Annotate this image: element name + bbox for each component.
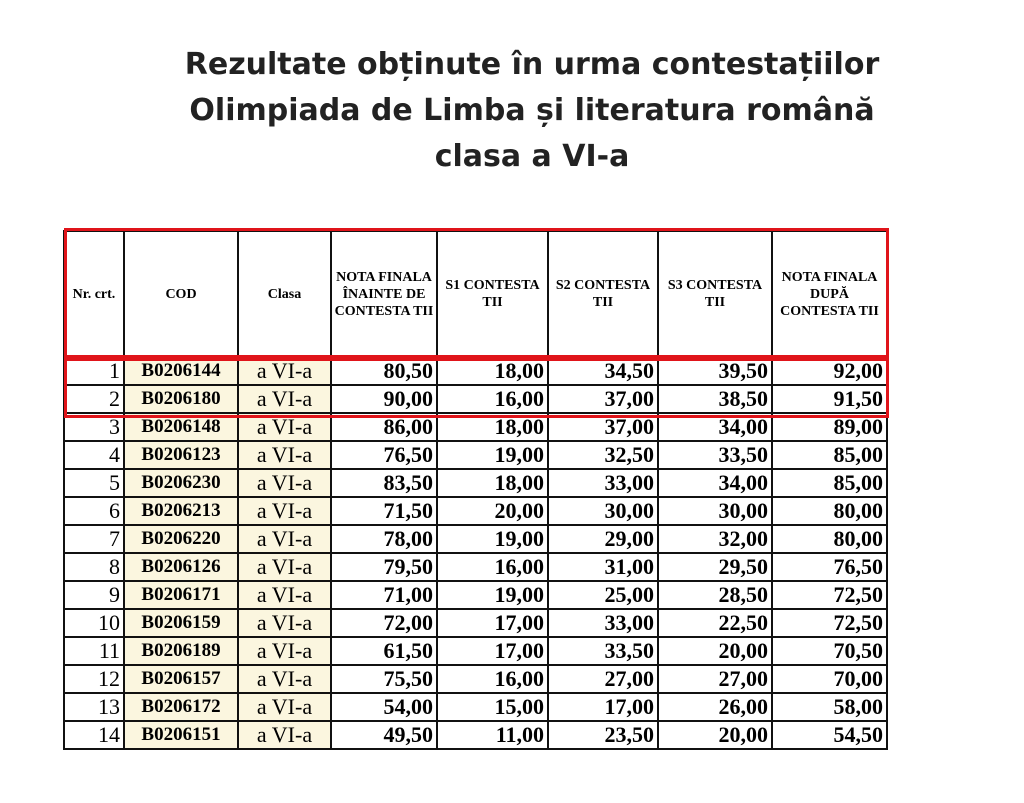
cell-s3: 34,00 (658, 413, 772, 441)
table-header-row (64, 231, 887, 357)
table-row (64, 665, 887, 693)
cell-cod: B0206189 (124, 637, 238, 665)
cell-nr: 2 (64, 385, 124, 413)
cell-nr: 8 (64, 553, 124, 581)
cell-s2: 17,00 (548, 693, 658, 721)
cell-nota-initiala: 76,50 (331, 441, 437, 469)
cell-clasa: a VI-a (238, 357, 331, 385)
table-row (64, 441, 887, 469)
cell-s3: 30,00 (658, 497, 772, 525)
document-title (0, 42, 1024, 180)
cell-clasa: a VI-a (238, 385, 331, 413)
cell-cod: B0206123 (124, 441, 238, 469)
table-row (64, 693, 887, 721)
cell-nota-initiala: 90,00 (331, 385, 437, 413)
cell-nota-initiala: 71,00 (331, 581, 437, 609)
cell-nr: 7 (64, 525, 124, 553)
cell-nr: 4 (64, 441, 124, 469)
table-body (64, 357, 887, 749)
cell-s3: 28,50 (658, 581, 772, 609)
cell-s1: 18,00 (437, 357, 548, 385)
cell-s3: 39,50 (658, 357, 772, 385)
cell-s3: 32,00 (658, 525, 772, 553)
title-line-2: Olimpiada de Limba și literatura română (189, 93, 875, 128)
cell-clasa: a VI-a (238, 525, 331, 553)
cell-clasa: a VI-a (238, 665, 331, 693)
cell-nr: 10 (64, 609, 124, 637)
cell-cod: B0206148 (124, 413, 238, 441)
cell-nota-initiala: 72,00 (331, 609, 437, 637)
cell-s1: 19,00 (437, 581, 548, 609)
cell-s2: 34,50 (548, 357, 658, 385)
cell-s2: 27,00 (548, 665, 658, 693)
cell-nota-finala: 70,00 (772, 665, 887, 693)
cell-s1: 20,00 (437, 497, 548, 525)
cell-clasa: a VI-a (238, 721, 331, 749)
cell-s1: 18,00 (437, 469, 548, 497)
cell-cod: B0206157 (124, 665, 238, 693)
cell-clasa: a VI-a (238, 693, 331, 721)
cell-s2: 31,00 (548, 553, 658, 581)
cell-nota-finala: 80,00 (772, 497, 887, 525)
table-row (64, 581, 887, 609)
cell-s2: 23,50 (548, 721, 658, 749)
cell-clasa: a VI-a (238, 441, 331, 469)
cell-nota-initiala: 61,50 (331, 637, 437, 665)
header-cod: COD (124, 231, 238, 357)
cell-cod: B0206213 (124, 497, 238, 525)
cell-nr: 12 (64, 665, 124, 693)
cell-s3: 27,00 (658, 665, 772, 693)
cell-cod: B0206180 (124, 385, 238, 413)
cell-nota-initiala: 83,50 (331, 469, 437, 497)
table-row (64, 413, 887, 441)
cell-s3: 34,00 (658, 469, 772, 497)
cell-clasa: a VI-a (238, 413, 331, 441)
cell-s1: 19,00 (437, 525, 548, 553)
table-row (64, 721, 887, 749)
table-row (64, 385, 887, 413)
cell-nr: 1 (64, 357, 124, 385)
cell-s2: 33,00 (548, 609, 658, 637)
cell-nota-finala: 85,00 (772, 469, 887, 497)
cell-nota-finala: 80,00 (772, 525, 887, 553)
cell-s1: 19,00 (437, 441, 548, 469)
cell-s3: 22,50 (658, 609, 772, 637)
cell-nota-finala: 89,00 (772, 413, 887, 441)
cell-s1: 16,00 (437, 553, 548, 581)
header-s2: S2 CONTESTA TII (548, 231, 658, 357)
header-clasa: Clasa (238, 231, 331, 357)
cell-s2: 33,00 (548, 469, 658, 497)
table-row (64, 497, 887, 525)
table-row (64, 357, 887, 385)
cell-s2: 32,50 (548, 441, 658, 469)
title-line-3: clasa a VI-a (434, 139, 630, 174)
cell-cod: B0206144 (124, 357, 238, 385)
cell-cod: B0206126 (124, 553, 238, 581)
cell-cod: B0206151 (124, 721, 238, 749)
cell-nota-initiala: 71,50 (331, 497, 437, 525)
cell-nota-initiala: 80,50 (331, 357, 437, 385)
cell-nota-initiala: 49,50 (331, 721, 437, 749)
cell-s1: 15,00 (437, 693, 548, 721)
cell-s3: 26,00 (658, 693, 772, 721)
cell-nr: 14 (64, 721, 124, 749)
cell-nota-initiala: 75,50 (331, 665, 437, 693)
cell-clasa: a VI-a (238, 497, 331, 525)
cell-nota-initiala: 79,50 (331, 553, 437, 581)
cell-s3: 38,50 (658, 385, 772, 413)
cell-nr: 11 (64, 637, 124, 665)
header-s1: S1 CONTESTA TII (437, 231, 548, 357)
cell-nota-finala: 72,50 (772, 581, 887, 609)
cell-nota-finala: 58,00 (772, 693, 887, 721)
table-row (64, 609, 887, 637)
table-row (64, 637, 887, 665)
cell-s1: 18,00 (437, 413, 548, 441)
header-nr: Nr. crt. (64, 231, 124, 357)
cell-nota-finala: 85,00 (772, 441, 887, 469)
cell-s3: 33,50 (658, 441, 772, 469)
cell-cod: B0206171 (124, 581, 238, 609)
table-row (64, 553, 887, 581)
cell-nr: 5 (64, 469, 124, 497)
cell-nota-initiala: 54,00 (331, 693, 437, 721)
cell-nota-finala: 91,50 (772, 385, 887, 413)
cell-cod: B0206172 (124, 693, 238, 721)
cell-clasa: a VI-a (238, 637, 331, 665)
cell-s2: 37,00 (548, 413, 658, 441)
cell-clasa: a VI-a (238, 581, 331, 609)
cell-nr: 9 (64, 581, 124, 609)
cell-s1: 16,00 (437, 385, 548, 413)
cell-s3: 20,00 (658, 721, 772, 749)
table-row (64, 469, 887, 497)
cell-nota-initiala: 78,00 (331, 525, 437, 553)
cell-nota-finala: 54,50 (772, 721, 887, 749)
cell-s1: 17,00 (437, 637, 548, 665)
cell-nr: 6 (64, 497, 124, 525)
cell-nr: 13 (64, 693, 124, 721)
cell-s1: 17,00 (437, 609, 548, 637)
table-row (64, 525, 887, 553)
cell-s1: 11,00 (437, 721, 548, 749)
cell-s2: 33,50 (548, 637, 658, 665)
cell-s2: 37,00 (548, 385, 658, 413)
cell-s1: 16,00 (437, 665, 548, 693)
cell-s3: 20,00 (658, 637, 772, 665)
cell-cod: B0206230 (124, 469, 238, 497)
cell-nota-finala: 76,50 (772, 553, 887, 581)
cell-s2: 25,00 (548, 581, 658, 609)
cell-cod: B0206159 (124, 609, 238, 637)
cell-nota-initiala: 86,00 (331, 413, 437, 441)
results-table (63, 230, 888, 750)
cell-nota-finala: 70,50 (772, 637, 887, 665)
cell-s2: 30,00 (548, 497, 658, 525)
cell-s2: 29,00 (548, 525, 658, 553)
cell-nr: 3 (64, 413, 124, 441)
cell-clasa: a VI-a (238, 553, 331, 581)
header-s3: S3 CONTESTA TII (658, 231, 772, 357)
cell-clasa: a VI-a (238, 609, 331, 637)
title-line-1: Rezultate obținute în urma contestațiilor (184, 47, 880, 82)
header-nota-finala: NOTA FINALA DUPĂ CONTESTA TII (772, 231, 887, 357)
cell-s3: 29,50 (658, 553, 772, 581)
cell-nota-finala: 72,50 (772, 609, 887, 637)
header-nota-initiala: NOTA FINALA ÎNAINTE DE CONTESTA TII (331, 231, 437, 357)
cell-cod: B0206220 (124, 525, 238, 553)
cell-clasa: a VI-a (238, 469, 331, 497)
cell-nota-finala: 92,00 (772, 357, 887, 385)
